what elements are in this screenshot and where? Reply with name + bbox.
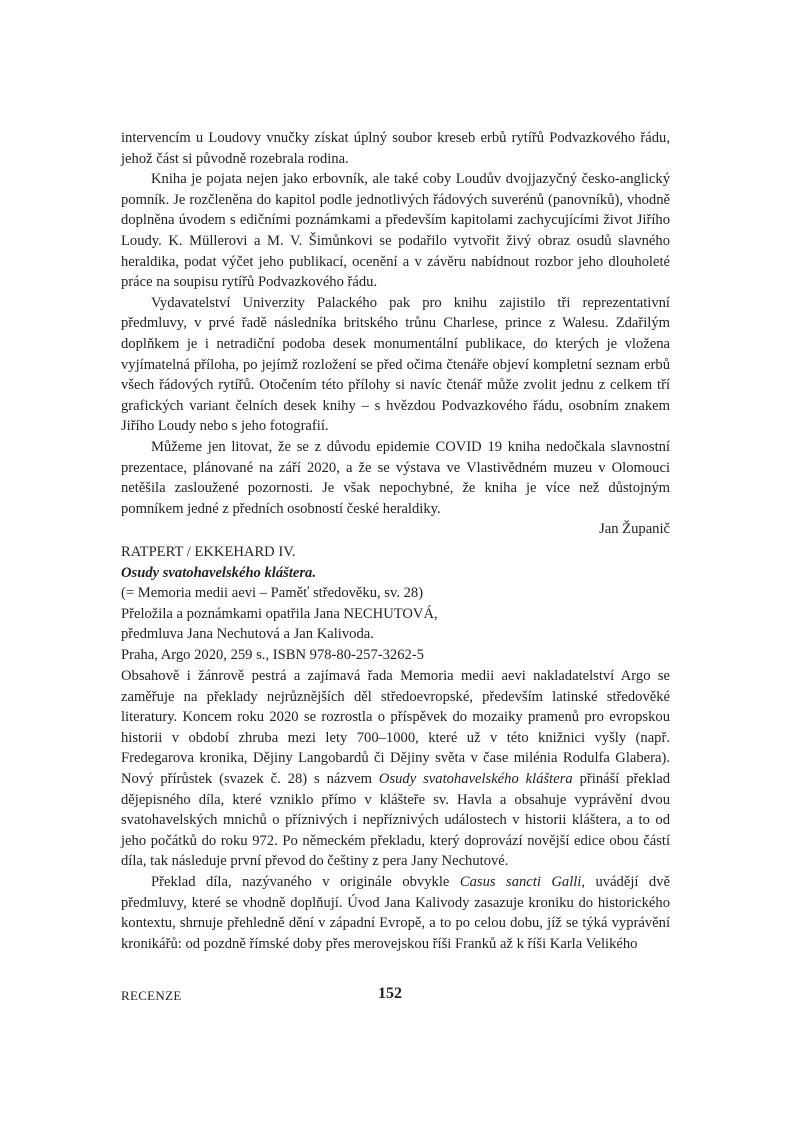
footer-section-label: RECENZE xyxy=(121,988,182,1003)
review-body xyxy=(121,666,670,954)
italic-title: Casus sancti Galli xyxy=(459,873,582,890)
book-author: RATPERT / EKKEHARD IV. xyxy=(121,544,296,560)
bibliographic-entry xyxy=(121,542,681,666)
paragraph: Vydavatelství Univerzity Palackého pak pro knihu zajistilo tři reprezentativní předmluvy, v prvé řadě následníka britského trůnu Charlese, prince z Walesu. Zdařilým doplňkem je i netradiční podoba desek monumentální publikace, do kterých je vložena vyjímatelná příloha, po jejímž rozložení se před očima čtenáře objeví kompletní seznam erbů všech řádových rytířů. Otočením této přílohy si navíc čtenář může zvolit jednu z celkem tří grafických variant čelních desek knihy – s hvězdou Podvazkového řádu, osobním znakem Jiřího Loudy nebo s jeho fotografií. xyxy=(121,294,670,435)
page-number: 152 xyxy=(378,985,402,1002)
book-translator: Přeložila a poznámkami opatřila Jana NECHUTOVÁ, xyxy=(121,605,438,622)
text-run: , uvádějí dvě předmluvy, které se vhodně doplňují. Úvod Jana Kalivody zasazuje kroniku do historického kontextu, shrnuje přehledně dění v západní Evropě, a to po celou dobu, jíž se týká vyprávění kronikářů: od pozdně římské doby přes merovejskou říši Franků až k říši Karla Velikého xyxy=(121,873,670,952)
paragraph: Můžeme jen litovat, že se z důvodu epidemie COVID 19 kniha nedočkala slavnostní prezentace, plánované na září 2020, a že se výstava ve Vlastivědném muzeu v Olomouci netěšila zasloužené pozornosti. Je však nepochybné, že kniha je více než důstojným pomníkem jedné z předních osobností české heraldiky. xyxy=(121,438,670,517)
paragraph xyxy=(121,872,670,954)
book-series: (= Memoria medii aevi – Paměť středověku, sv. 28) xyxy=(121,585,424,602)
review-continuation xyxy=(121,128,670,540)
reviewer-signature: Jan Županič xyxy=(599,521,670,538)
book-preface: předmluva Jana Nechutová a Jan Kalivoda. xyxy=(121,626,374,643)
book-title: Osudy svatohavelského kláštera. xyxy=(121,564,316,581)
book-publication: Praha, Argo 2020, 259 s., ISBN 978-80-257-3262-5 xyxy=(121,646,424,663)
paragraph: Kniha je pojata nejen jako erbovník, ale také coby Loudův dvojjazyčný česko-anglický pomník. Je rozčleněna do kapitol podle jednotlivých řádových suverénů (panovníků), vhodně doplněna úvodem s edičními poznámkami a především kapitolami zachycujícími život Jiřího Loudy. K. Müllerovi a M. V. Šimůnkovi se podařilo vytvořit živý obraz osudů slavného heraldika, podat výčet jeho publikací, ocenění a v závěru nabídnout rozbor jeho dlouholeté práce na soupisu rytířů Podvazkového řádu. xyxy=(121,171,670,291)
paragraph: intervencím u Loudovy vnučky získat úplný soubor kreseb erbů rytířů Podvazkového řádu, jehož část si původně rozebrala rodina. xyxy=(121,130,670,167)
text-run: Obsahově i žánrově pestrá a zajímavá řada Memoria medii aevi nakladatelství Argo se zaměřuje na překlady nejrůznějších děl středoevropské, především latinské středověké literatury. Koncem roku 2020 se rozrostla o příspěvek do mozaiky pramenů pro evropskou historii v období zhruba mezi lety 700–1000, které už v této knižnici vyšly (např. Fredegarova kronika, Dějiny Langobardů či Dějiny světa v čase milénia Rodulfa Glabera). Nový přírůstek (svazek č. 28) s názvem xyxy=(121,668,670,787)
text-run: přináší překlad dějepisného díla, které vzniklo přímo v klášteře sv. Havla a obsahuje vyprávění dvou svatohavelských mnichů o příznivých i nepříznivých událostech v historii kláštera, a to od jeho počátků do roku 972. Po německém překladu, který doprovází novější edice obou částí díla, tak následuje první převod do češtiny z pera Jany Nechutové. xyxy=(121,770,670,870)
paragraph xyxy=(121,666,670,872)
italic-title: Osudy svatohavelského kláštera xyxy=(378,770,573,787)
text-run: Překlad díla, nazývaného v originále obvykle xyxy=(151,873,460,890)
